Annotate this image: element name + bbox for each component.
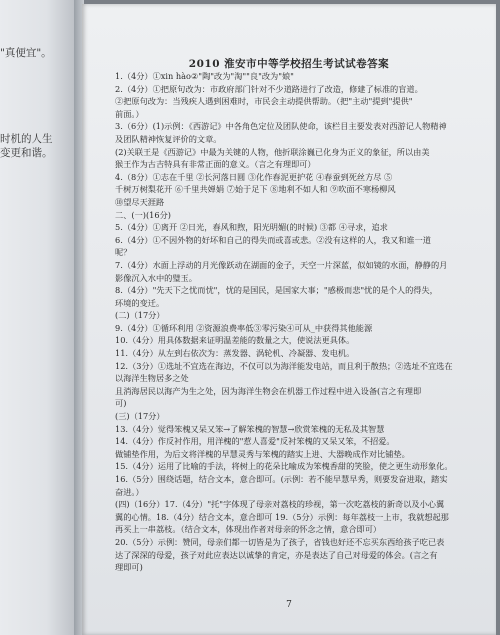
left-page-fragment: 时机的人生: [0, 133, 53, 145]
answer-body: [115, 70, 483, 574]
answer-line: 再买上一串荔枝。（结合文本，体现出作者对母亲的怀念之情，意合即可）: [115, 524, 382, 535]
answer-line: 15.（4分）运用了比喻的手法，将树上的花朵比喻成为笨槐香甜的笑脸，使之更生动形象化。: [115, 461, 453, 472]
answer-line: ②把原句改为：当残疾人遇到困难时，市民会主动提供帮助。（把"主动"提到"提供": [115, 96, 413, 107]
answer-line: 达了深深的母爱，孩子对此应表达以诚挚的肯定，亦是表达了自己对母爱的体会。(言之有: [115, 549, 438, 560]
left-page-fragment: "真便宜"。: [0, 47, 52, 59]
answer-line: 8.（4分）"先天下之忧而忧"，忧的是国民，是国家大事；"感极而悲"忧的是个人的得失，: [115, 285, 438, 296]
page-number: 7: [286, 600, 292, 610]
answer-page: [82, 4, 496, 635]
answer-line: 二、(一)(16分): [115, 209, 171, 220]
answer-line: 及团队精神恢复评价的文章。: [115, 133, 222, 144]
answer-line: 5.（4分）①离开 ②日光，春风和煦，阳光明媚(的时候) ③都 ④寻求，追求: [115, 222, 388, 233]
answer-line: 且消海居民以海产为生之处，因为海洋生物会在机器工作过程中进入设备(言之有理即: [115, 385, 422, 396]
answer-line: 猴王作为古吉特具有非常正面的意义。（言之有理即可）: [115, 159, 316, 170]
answer-line: 奋进。）: [115, 486, 144, 497]
answer-line: 1.（4分）①xin hào②"陶"改为"淘""良"改为"娘": [115, 71, 294, 81]
answer-line: 14.（4分）作反衬作用，用洋槐的"惹人喜爱"反衬笨槐的又呆又笨，不招爱。: [115, 436, 395, 447]
answer-line: 6.（4分）①不因外物的好坏和自己的得失而或喜或悲。②没有这样的人，我又和谁一道: [115, 234, 431, 245]
answer-line: 20.（5分）示例：赞同，母亲们都一切皆是为了孩子，省钱也好还不忘买东西给孩子吃已表: [115, 536, 445, 547]
answer-line: (四)（16分）17.（4分）"托"字体现了母亲对荔枝的珍视，第一次吃荔枝的新奇以及小心翼: [115, 499, 445, 510]
answer-line: (二)（17分）: [115, 310, 165, 321]
answer-line: 9.（4分）①循环利用 ②资源浪费率低③零污染④可从_中获得其他能源: [115, 322, 373, 333]
left-page-fragment: 变更和谐。: [0, 147, 53, 159]
left-page: [0, 0, 78, 635]
answer-line: 可): [115, 398, 127, 409]
answer-line: 影像沉入水中的璧玉。: [115, 272, 197, 283]
answer-line: 11.（4分）从左到右依次为：蒸发器、涡轮机、冷凝器、发电机。: [115, 348, 355, 359]
answer-line: 3.（6分）(1)示例：《西游记》中各角色定位及团队使命，该栏目主要发表对西游记人物精神: [115, 121, 447, 132]
answer-line: 4.（8分）①志在千里 ②长河落日圆 ③化作春泥更护花 ④春蚕到死丝方尽 ⑤: [115, 171, 393, 182]
answer-line: 呢？: [115, 247, 132, 258]
answer-line: 12.（3分）①选址不宜选在海边，不仅可以为海洋能发电站，而且利于散热；②选址不宜选在: [115, 360, 453, 371]
answer-line: 理即可): [115, 562, 143, 573]
answer-line: 7.（4分）水面上浮动的月光像跃动在湖面的金子，天空一片深蓝，似如镜的水面，静静的月: [115, 259, 448, 270]
answer-line: 千树万树梨花开 ⑥千里共婵娟 ⑦始于足下 ⑧地利不如人和 ⑨吹面不寒杨柳风: [115, 184, 396, 195]
answer-line: 翼的心情。18.（4分）结合文本，意合即可 19.（5分）示例：每年荔枝一上市，我就想起那: [115, 511, 449, 522]
answer-line: 前面。）: [115, 108, 144, 119]
answer-line: 以海洋生物居多之处: [115, 373, 189, 384]
answer-line: 2.（4分）①把原句改为：市政府部门针对不少道路进行了改造，修建了标准的盲道。: [115, 83, 423, 94]
page-title: 2010 淮安市中等学校招生考试试卷答案: [188, 58, 390, 70]
answer-line: 13.（4分）觉得笨槐又呆又笨→了解笨槐的智慧→欣赏笨槐的无私及其智慧: [115, 423, 385, 434]
answer-line: 环境的变迁。: [115, 297, 165, 308]
answer-line: (三)（17分）: [115, 411, 165, 422]
answer-line: 10.（4分）用具体数据来证明温差能的数量之大，使说法更具体。: [115, 335, 355, 346]
answer-line: (2)关联王是《西游记》中最为关键的人物，他折联涂巍已化身为正义的象征，所以由美: [115, 146, 430, 157]
answer-line: ⑩望尽天涯路: [115, 196, 165, 207]
answer-line: 16.（5分）围绕话题，结合文本，意合即可。(示例：若不能早慧早秀，则要发奋进取，踏实: [115, 474, 448, 484]
answer-line: 做铺垫作用，为后文将洋槐的早慧灵秀与笨槐的踏实上进、大器晚成作对比铺垫。: [115, 448, 410, 459]
